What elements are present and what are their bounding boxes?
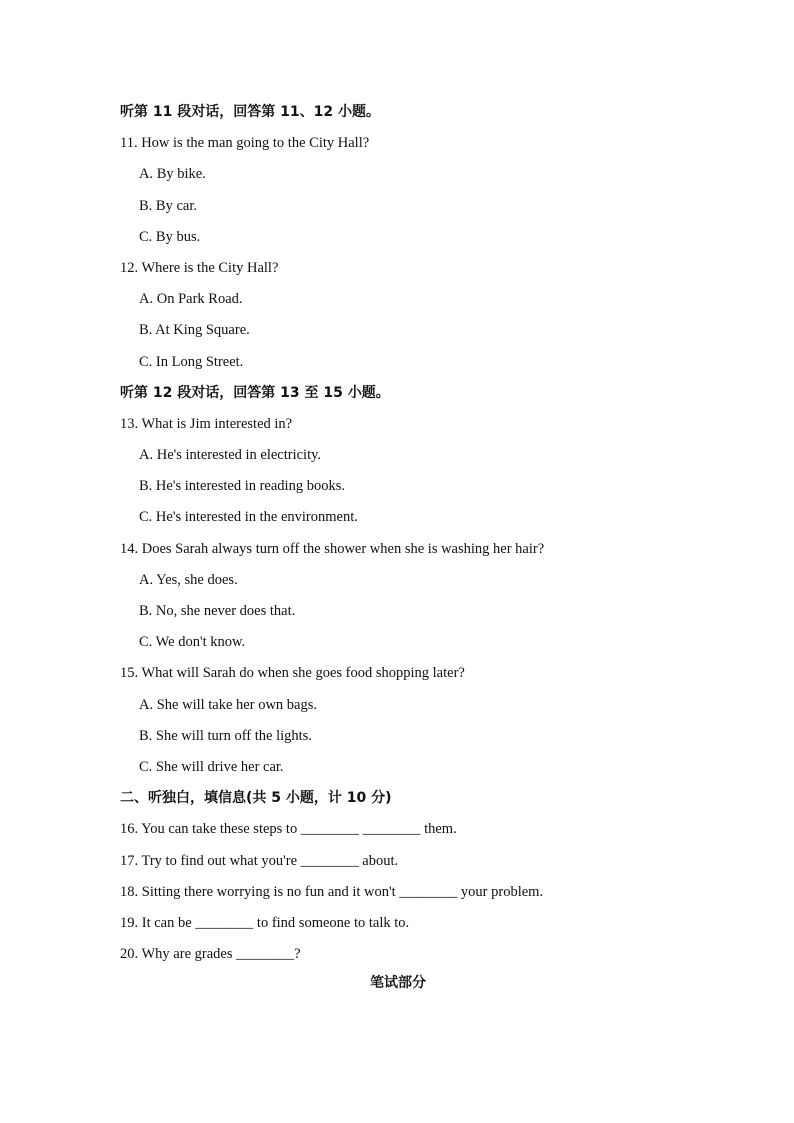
option-14-a: A. Yes, she does. bbox=[139, 571, 238, 588]
option-13-b: B. He's interested in reading books. bbox=[139, 478, 345, 495]
question-13: 13. What is Jim interested in? bbox=[120, 415, 293, 432]
option-11-c: C. By bus. bbox=[139, 228, 201, 245]
option-12-a: A. On Park Road. bbox=[139, 291, 243, 308]
option-15-a: A. She will take her own bags. bbox=[139, 696, 317, 713]
option-14-c: C. We don't know. bbox=[139, 634, 246, 651]
option-13-c: C. He's interested in the environment. bbox=[139, 509, 358, 526]
fill-item-18: 18. Sitting there worrying is no fun and it won't ________ your problem. bbox=[120, 883, 544, 900]
question-14: 14. Does Sarah always turn off the shower when she is washing her hair? bbox=[120, 540, 545, 557]
option-11-b: B. By car. bbox=[139, 197, 197, 214]
option-12-b: B. At King Square. bbox=[139, 322, 250, 339]
part-two-heading: 二、听独白，填信息(共 5 小题，计 10 分) bbox=[120, 790, 392, 807]
fill-item-16: 16. You can take these steps to ________ ________ them. bbox=[120, 821, 457, 838]
question-12: 12. Where is the City Hall? bbox=[120, 259, 279, 276]
question-15: 15. What will Sarah do when she goes food shopping later? bbox=[120, 665, 465, 682]
written-part-title: 笔试部分 bbox=[370, 975, 426, 992]
option-14-b: B. No, she never does that. bbox=[139, 603, 296, 619]
option-12-c: C. In Long Street. bbox=[139, 353, 244, 370]
option-15-c: C. She will drive her car. bbox=[139, 758, 284, 775]
section-heading: 听第 12 段对话，回答第 13 至 15 小题。 bbox=[120, 384, 390, 401]
fill-item-19: 19. It can be ________ to find someone to talk to. bbox=[120, 914, 410, 931]
question-11: 11. How is the man going to the City Hall? bbox=[120, 135, 370, 152]
option-13-a: A. He's interested in electricity. bbox=[139, 447, 322, 464]
exam-page bbox=[120, 100, 760, 1002]
section-heading: 听第 11 段对话，回答第 11、12 小题。 bbox=[120, 104, 380, 120]
fill-item-17: 17. Try to find out what you're ________ about. bbox=[120, 852, 399, 869]
option-11-a: A. By bike. bbox=[139, 166, 206, 183]
option-15-b: B. She will turn off the lights. bbox=[139, 727, 312, 744]
fill-item-20: 20. Why are grades ________? bbox=[120, 946, 301, 963]
